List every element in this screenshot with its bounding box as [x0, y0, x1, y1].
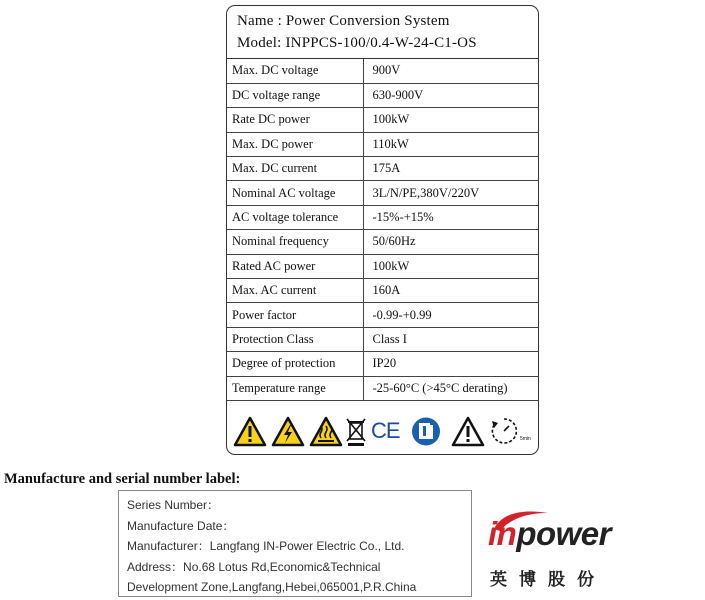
manufacture-date-line: Manufacture Date： — [127, 518, 235, 533]
spec-label: Max. AC current — [227, 279, 363, 303]
safety-icons-row — [227, 410, 538, 454]
spec-label: AC voltage tolerance — [227, 205, 363, 229]
spec-label: DC voltage range — [227, 83, 363, 107]
company-logo — [484, 515, 634, 595]
ce-mark-icon: CE — [371, 418, 400, 443]
wait-time-label: 5min — [520, 436, 531, 442]
spec-value: 3L/N/PE,380V/220V — [363, 181, 538, 205]
warning-icon — [233, 416, 267, 447]
table-row — [227, 205, 538, 229]
table-row — [227, 157, 538, 181]
spec-value: -0.99-+0.99 — [363, 303, 538, 327]
logo-prefix: in — [488, 515, 517, 552]
spec-label: Temperature range — [227, 376, 363, 400]
spec-value: 100kW — [363, 254, 538, 278]
spec-table — [227, 59, 538, 401]
spec-label: Max. DC power — [227, 132, 363, 156]
table-row — [227, 132, 538, 156]
weee-bin-icon — [345, 416, 367, 447]
spec-label: Rate DC power — [227, 108, 363, 132]
table-row — [227, 327, 538, 351]
wait-time-icon — [489, 416, 519, 447]
table-row — [227, 352, 538, 376]
table-row — [227, 254, 538, 278]
serial-label-title: Manufacture and serial number label: — [4, 471, 241, 487]
spec-label: Nominal frequency — [227, 230, 363, 254]
spec-value: -15%-+15% — [363, 205, 538, 229]
serial-number-label — [118, 490, 472, 597]
manufacturer-line: Manufacturer：Langfang IN-Power Electric Co., Ltd. — [127, 539, 405, 553]
table-row — [227, 83, 538, 107]
read-manual-icon — [411, 416, 441, 447]
spec-value: IP20 — [363, 352, 538, 376]
product-model: Model: INPPCS-100/0.4-W-24-C1-OS — [237, 35, 477, 51]
table-row — [227, 303, 538, 327]
caution-icon — [451, 416, 485, 447]
spec-value: 160A — [363, 279, 538, 303]
spec-value: 50/60Hz — [363, 230, 538, 254]
address-line-1: Address：No.68 Lotus Rd,Economic&Technical — [127, 559, 381, 574]
product-name: Name : Power Conversion System — [237, 13, 450, 29]
spec-label: Max. DC voltage — [227, 59, 363, 83]
spec-label: Protection Class — [227, 327, 363, 351]
spec-label: Power factor — [227, 303, 363, 327]
table-row — [227, 230, 538, 254]
spec-label: Degree of protection — [227, 352, 363, 376]
table-row — [227, 279, 538, 303]
nameplate-header — [227, 6, 538, 59]
spec-label: Max. DC current — [227, 157, 363, 181]
spec-value: -25-60°C (>45°C derating) — [363, 376, 538, 400]
spec-label: Rated AC power — [227, 254, 363, 278]
spec-value: 110kW — [363, 132, 538, 156]
address-line-2: Development Zone,Langfang,Hebei,065001,P.R.China — [127, 580, 417, 594]
logo-suffix: power — [516, 515, 612, 552]
nameplate — [226, 5, 539, 455]
electric-shock-warning-icon — [271, 416, 305, 447]
hot-surface-warning-icon — [309, 416, 343, 447]
spec-value: Class I — [363, 327, 538, 351]
spec-value: 900V — [363, 59, 538, 83]
table-row — [227, 181, 538, 205]
spec-label: Nominal AC voltage — [227, 181, 363, 205]
spec-value: 175A — [363, 157, 538, 181]
table-row — [227, 376, 538, 400]
logo-wordmark — [488, 515, 611, 553]
spec-value: 630-900V — [363, 83, 538, 107]
table-row — [227, 108, 538, 132]
series-number-line: Series Number： — [127, 498, 220, 512]
logo-chinese-name: 英博股份 — [490, 570, 606, 590]
spec-value: 100kW — [363, 108, 538, 132]
table-row — [227, 59, 538, 83]
